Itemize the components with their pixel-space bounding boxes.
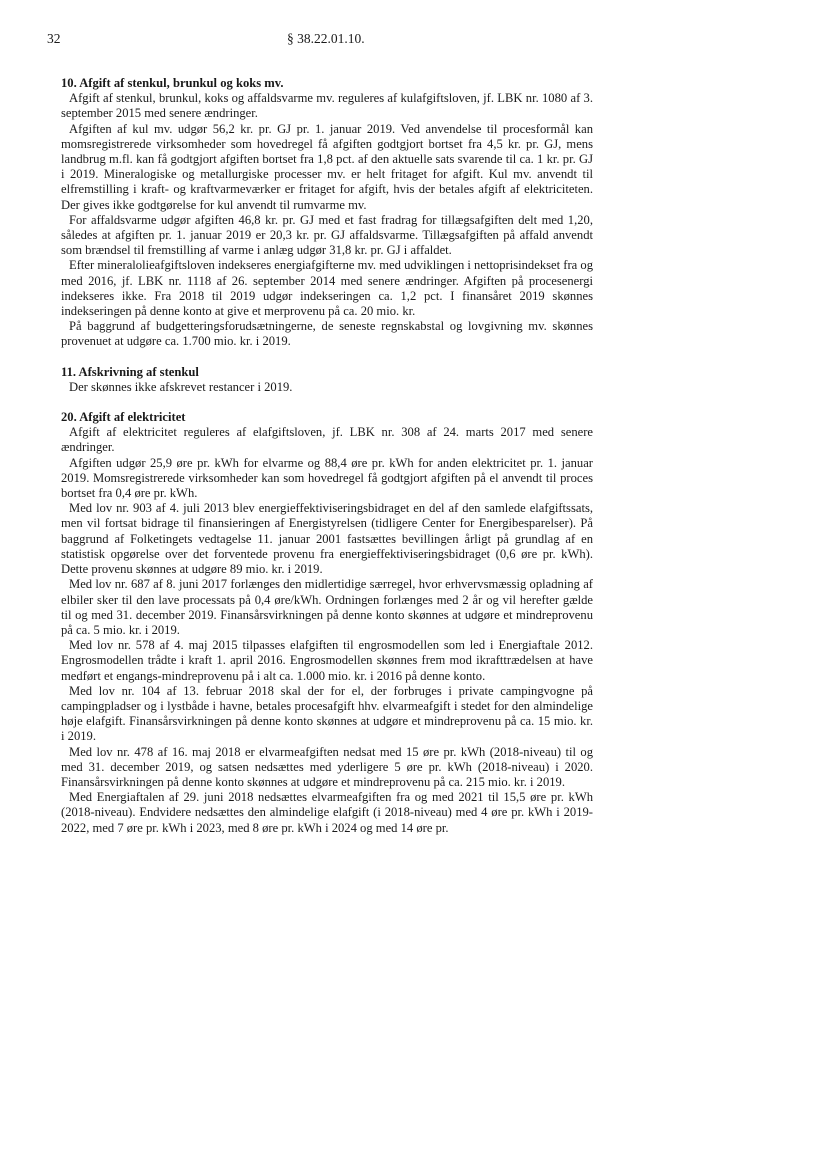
paragraph: På baggrund af budgetteringsforudsætningerne, de seneste regnskabstal og lovgivning mv. skønnes provenuet at udgøre ca. 1.700 mio. kr. i 2019. xyxy=(61,319,593,349)
section-heading: 10. Afgift af stenkul, brunkul og koks mv. xyxy=(61,76,284,90)
paragraph: For affaldsvarme udgør afgiften 46,8 kr. pr. GJ med et fast fradrag for tillægsafgiften delt med 1,20, således at afgiften pr. 1. januar 2019 er 20,3 kr. pr. GJ affaldsvarme. Tillægsafgiften på affald anvendt som brændsel til fremstilling af varme i anlæg udgør 31,8 kr. pr. GJ i affaldet. xyxy=(61,212,593,258)
section-afskrivning xyxy=(61,365,593,395)
page-number: 32 xyxy=(47,31,61,46)
body-text xyxy=(61,76,593,851)
paragraph: Afgift af elektricitet reguleres af elafgiftsloven, jf. LBK nr. 308 af 24. marts 2017 med senere ændringer. xyxy=(61,425,593,455)
paragraph: Afgiften udgør 25,9 øre pr. kWh for elvarme og 88,4 øre pr. kWh for anden elektricitet pr. 1. januar 2019. Momsregistrerede virksomheder kan som hovedregel få godtgjort afgiften på el anvendt til proces bortset fra 0,4 øre pr. kWh. xyxy=(61,455,593,501)
paragraph: Med lov nr. 903 af 4. juli 2013 blev energieffektiviseringsbidraget en del af den samlede elafgiftssats, men vil fortsat bidrage til finansieringen af Energistyrelsen (tidligere Center for Energibesparelser). På baggrund af Folketingets vedtagelse 11. januar 2001 fastsættes bevillingen årligt på grundlag af en statistisk opgørelse over det forventede provenu fra energieffektiviseringsbidraget (0,6 øre pr. kWh). Dette provenu skønnes at udgøre 89 mio. kr. i 2019. xyxy=(61,501,593,577)
paragraph: Efter mineralolieafgiftsloven indekseres energiafgifterne mv. med udviklingen i nettoprisindekset fra og med 2016, jf. LBK nr. 1118 af 26. september 2014 med senere ændringer. Afgiften på procesenergi indekseres ikke. Fra 2018 til 2019 udgør indekseringen ca. 1,2 pct. I finansåret 2019 skønnes indekseringen på denne konto at give et merprovenu på ca. 20 mio. kr. xyxy=(61,258,593,319)
section-kul xyxy=(61,76,593,350)
section-heading: 11. Afskrivning af stenkul xyxy=(61,364,199,379)
paragraph: Med lov nr. 478 af 16. maj 2018 er elvarmeafgiften nedsat med 15 øre pr. kWh (2018-niveau) til og med 31. december 2019, og satsen nedsættes med yderligere 5 øre pr. kWh (2018-niveau) i 2020. Finansårsvirkningen på denne konto skønnes at udgøre et mindreprovenu på ca. 215 mio. kr. i 2019. xyxy=(61,744,593,789)
paragraph: Der skønnes ikke afskrevet restancer i 2019. xyxy=(69,379,293,394)
section-elektricitet xyxy=(61,410,593,836)
section-heading: 20. Afgift af elektricitet xyxy=(61,410,186,425)
paragraph: Med lov nr. 687 af 8. juni 2017 forlænges den midlertidige særregel, hvor erhvervsmæssig opladning af elbiler sker til den lave processats på 0,4 øre/kWh. Ordningen forlænges med 2 år og vil herefter gælde til og med 31. december 2019. Finansårsvirkningen på denne konto skønnes at udgøre et mindreprovenu på ca. 5 mio. kr. i 2019. xyxy=(61,577,593,637)
paragraph: Afgiften af kul mv. udgør 56,2 kr. pr. GJ pr. 1. januar 2019. Ved anvendelse til procesformål kan momsregistrerede virksomheder som hovedregel få afgiften godtgjort bortset fra 4,5 kr. pr. GJ, mens landbrug m.fl. kan få godtgjort afgiften bortset fra 1,8 pct. af den aktuelle sats svarende til ca. 1 kr. pr. GJ i 2019. Mineralogiske og metallurgiske processer mv. er helt fritaget for afgift. Kul mv. anvendt til elfremstilling i kraft- og kraftvarmeværker er fritaget for afgift, hvis der betales afgift af elektriciteten. Der gives ikke godtgørelse for kul anvendt til rumvarme mv. xyxy=(61,121,593,212)
paragraph: Med Energiaftalen af 29. juni 2018 nedsættes elvarmeafgiften fra og med 2021 til 15,5 øre pr. kWh (2018-niveau). Endvidere nedsættes den almindelige elafgift (i 2018-niveau) med 4 øre pr. kWh i 2019-2022, med 7 øre pr. kWh i 2023, med 8 øre pr. kWh i 2024 og med 14 øre pr. xyxy=(61,790,593,835)
paragraph: Med lov nr. 104 af 13. februar 2018 skal der for el, der forbruges i private campingvogne på campingpladser og i lystbåde i havne, betales procesafgift hhv. elvarmeafgift i stedet for den almindelige høje elafgift. Finansårsvirkningen på denne konto skønnes at udgøre et mindreprovenu på ca. 15 mio. kr. i 2019. xyxy=(61,683,593,744)
running-header xyxy=(0,31,828,51)
section-reference: § 38.22.01.10. xyxy=(287,31,365,46)
paragraph: Afgift af stenkul, brunkul, koks og affaldsvarme mv. reguleres af kulafgiftsloven, jf. LBK nr. 1080 af 3. september 2015 med senere ændringer. xyxy=(61,91,593,121)
paragraph: Med lov nr. 578 af 4. maj 2015 tilpasses elafgiften til engrosmodellen som led i Energiaftale 2012. Engrosmodellen trådte i kraft 1. april 2016. Engrosmodellen skønnes frem mod ikrafttrædelsen at have medført et engangs-mindreprovenu på i alt ca. 1.000 mio. kr. i 2016 på denne konto. xyxy=(61,638,593,683)
